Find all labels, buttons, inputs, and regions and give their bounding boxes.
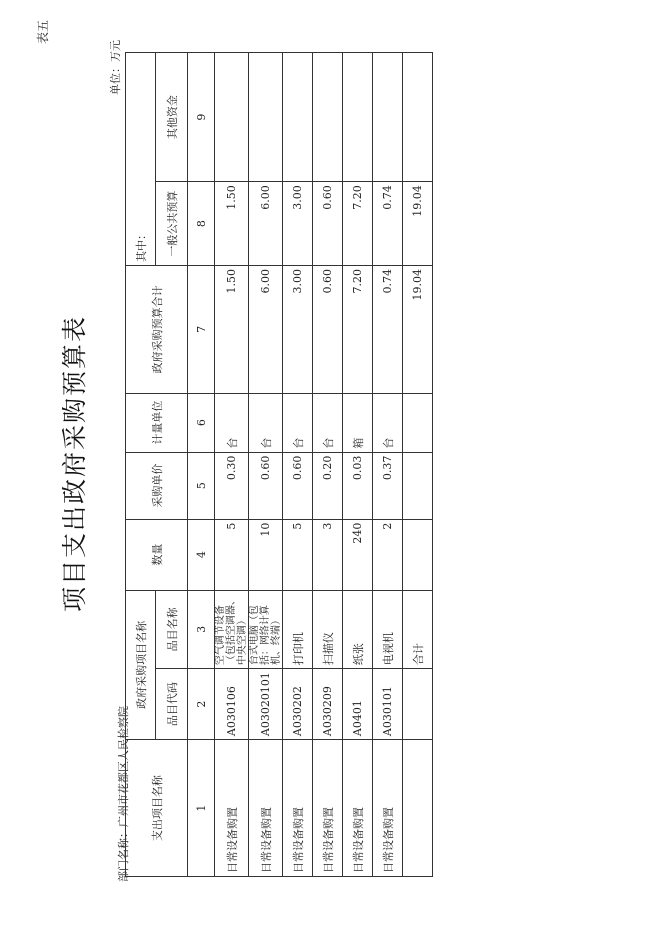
cell-budget-total: 0.60 xyxy=(313,266,343,394)
unit-label: 单位：万元 xyxy=(109,40,122,95)
col-number: 8 xyxy=(188,182,215,266)
header-general-budget: 一般公共预算 xyxy=(156,182,188,266)
cell-unit-price: 0.60 xyxy=(249,452,283,519)
cell-empty xyxy=(403,452,433,519)
total-label: 合计 xyxy=(403,590,433,669)
cell-general-budget: 1.50 xyxy=(215,182,249,266)
table-row xyxy=(343,53,373,877)
total-general-budget: 19.04 xyxy=(403,182,433,266)
cell-code: A0401 xyxy=(343,669,373,740)
cell-quantity: 2 xyxy=(373,519,403,590)
cell-code: A030101 xyxy=(373,669,403,740)
header-of-which: 其中： xyxy=(126,53,156,266)
total-other-funds xyxy=(403,53,433,182)
header-measure-unit: 计量单位 xyxy=(126,393,188,452)
col-number: 2 xyxy=(188,669,215,740)
col-number: 3 xyxy=(188,590,215,669)
header-purchase-project-name: 政府采购项目名称 xyxy=(126,590,156,740)
cell-measure-unit: 箱 xyxy=(343,393,373,452)
cell-budget-total: 7.20 xyxy=(343,266,373,394)
cell-project: 日常设备购置 xyxy=(373,740,403,877)
cell-unit-price: 0.37 xyxy=(373,452,403,519)
cell-project: 日常设备购置 xyxy=(343,740,373,877)
cell-unit-price: 0.30 xyxy=(215,452,249,519)
cell-general-budget: 6.00 xyxy=(249,182,283,266)
header-project-name: 支出项目名称 xyxy=(126,740,188,877)
cell-other-funds xyxy=(249,53,283,182)
cell-quantity: 3 xyxy=(313,519,343,590)
cell-general-budget: 7.20 xyxy=(343,182,373,266)
cell-other-funds xyxy=(283,53,313,182)
cell-item-name: 扫描仪 xyxy=(313,590,343,669)
cell-measure-unit: 台 xyxy=(283,393,313,452)
cell-quantity: 240 xyxy=(343,519,373,590)
cell-general-budget: 0.60 xyxy=(313,182,343,266)
cell-empty xyxy=(403,740,433,877)
col-number: 5 xyxy=(188,452,215,519)
cell-item-name: 纸张 xyxy=(343,590,373,669)
cell-item-name: 打印机 xyxy=(283,590,313,669)
header-item-name: 品目名称 xyxy=(156,590,188,669)
header-budget-total: 政府采购预算合计 xyxy=(126,266,188,394)
table-tag: 表五 xyxy=(36,20,50,45)
col-number: 7 xyxy=(188,266,215,394)
cell-quantity: 5 xyxy=(215,519,249,590)
cell-budget-total: 3.00 xyxy=(283,266,313,394)
cell-code: A030209 xyxy=(313,669,343,740)
cell-empty xyxy=(403,669,433,740)
cell-project: 日常设备购置 xyxy=(215,740,249,877)
table-row xyxy=(283,53,313,877)
document-title: 项目支出政府采购预算表 xyxy=(60,315,89,613)
table-row xyxy=(215,53,249,877)
cell-other-funds xyxy=(313,53,343,182)
header-item-code: 品目代码 xyxy=(156,669,188,740)
table-row xyxy=(373,53,403,877)
col-number: 1 xyxy=(188,740,215,877)
header-quantity: 数量 xyxy=(126,519,188,590)
cell-measure-unit: 台 xyxy=(215,393,249,452)
col-number: 6 xyxy=(188,393,215,452)
procurement-budget-table xyxy=(125,52,433,877)
cell-unit-price: 0.03 xyxy=(343,452,373,519)
cell-code: A030202 xyxy=(283,669,313,740)
header-unit-price: 采购单价 xyxy=(126,452,188,519)
cell-unit-price: 0.60 xyxy=(283,452,313,519)
table-row xyxy=(313,53,343,877)
total-budget: 19.04 xyxy=(403,266,433,394)
cell-other-funds xyxy=(373,53,403,182)
cell-quantity: 5 xyxy=(283,519,313,590)
cell-project: 日常设备购置 xyxy=(249,740,283,877)
total-row xyxy=(403,53,433,877)
cell-item-name: 电视机 xyxy=(373,590,403,669)
cell-code: A030106 xyxy=(215,669,249,740)
cell-budget-total: 1.50 xyxy=(215,266,249,394)
cell-general-budget: 0.74 xyxy=(373,182,403,266)
col-number: 4 xyxy=(188,519,215,590)
cell-project: 日常设备购置 xyxy=(313,740,343,877)
table-row xyxy=(249,53,283,877)
cell-general-budget: 3.00 xyxy=(283,182,313,266)
cell-other-funds xyxy=(215,53,249,182)
cell-other-funds xyxy=(343,53,373,182)
cell-measure-unit: 台 xyxy=(313,393,343,452)
cell-measure-unit: 台 xyxy=(249,393,283,452)
cell-quantity: 10 xyxy=(249,519,283,590)
cell-budget-total: 0.74 xyxy=(373,266,403,394)
cell-empty xyxy=(403,519,433,590)
col-number: 9 xyxy=(188,53,215,182)
cell-measure-unit: 台 xyxy=(373,393,403,452)
cell-item-name: 台式电脑（包括：网络计算机、终端） xyxy=(249,590,283,669)
cell-unit-price: 0.20 xyxy=(313,452,343,519)
department-label: 部门名称：广州市花都区人民检察院 xyxy=(117,706,130,882)
cell-empty xyxy=(403,393,433,452)
cell-budget-total: 6.00 xyxy=(249,266,283,394)
cell-code: A03020101 xyxy=(249,669,283,740)
header-other-funds: 其他资金 xyxy=(156,53,188,182)
cell-project: 日常设备购置 xyxy=(283,740,313,877)
cell-item-name: 空气调节设备（包括空调器、中央空调） xyxy=(215,590,249,669)
